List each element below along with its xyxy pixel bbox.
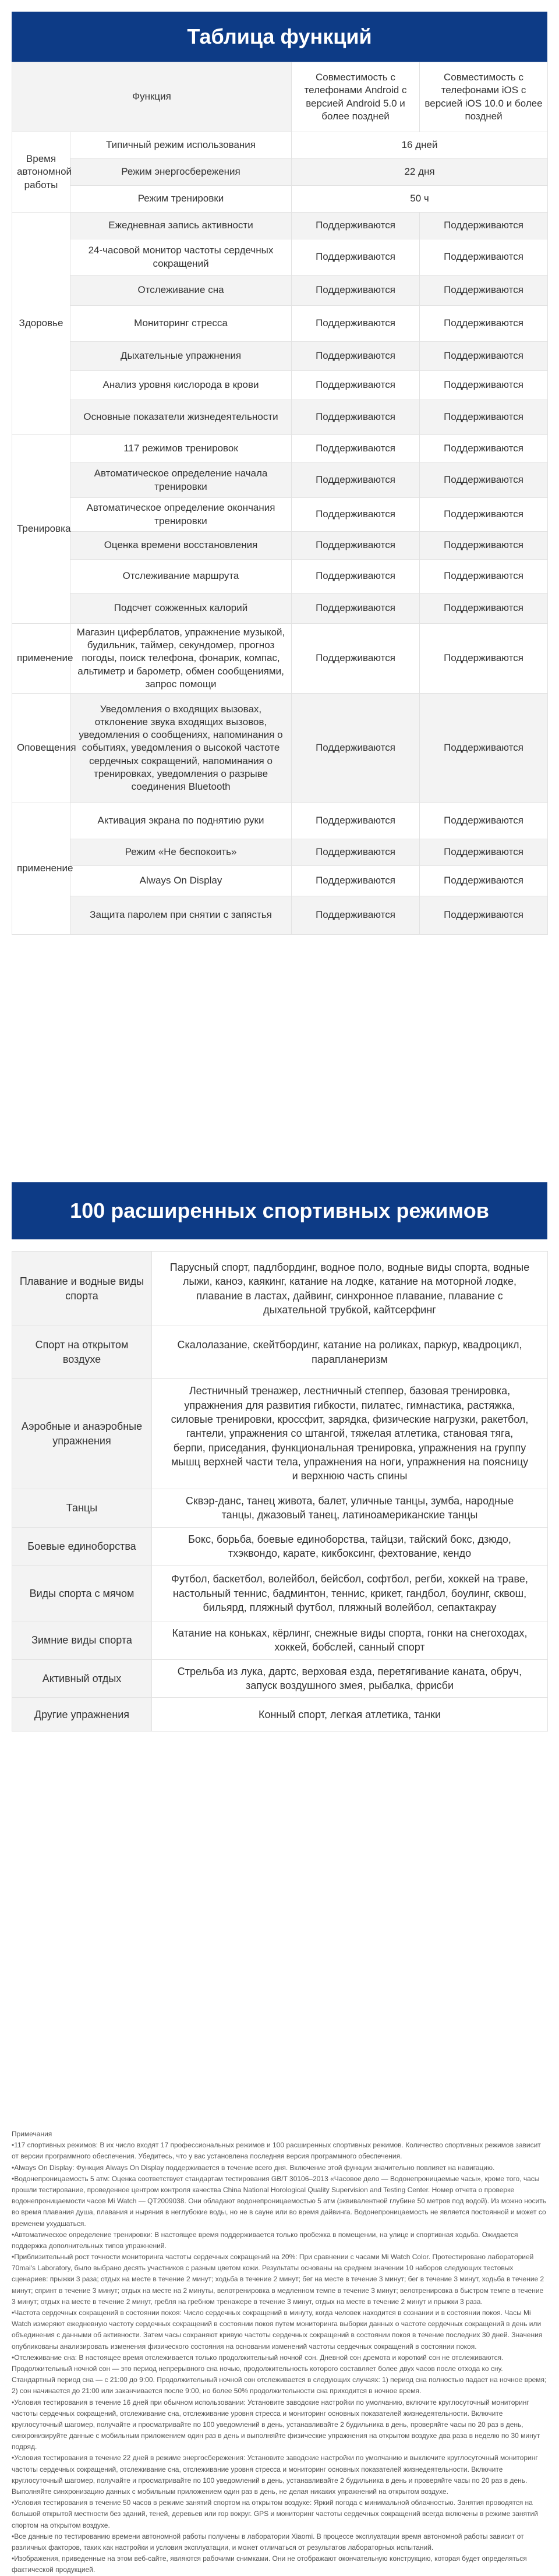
sports-category: Другие упражнения bbox=[12, 1698, 152, 1732]
sports-row bbox=[12, 1698, 548, 1732]
feature-name: Режим «Не беспокоить» bbox=[70, 839, 292, 866]
feature-category: Время автономной работы bbox=[12, 132, 70, 213]
feature-row bbox=[12, 213, 548, 239]
feature-row bbox=[12, 803, 548, 839]
sports-table bbox=[12, 1251, 548, 1732]
feature-row bbox=[12, 186, 548, 213]
feature-row bbox=[12, 694, 548, 803]
android-support: Поддерживаются bbox=[292, 694, 420, 803]
sports-category: Зимние виды спорта bbox=[12, 1621, 152, 1660]
feature-name: Подсчет сожженных калорий bbox=[70, 593, 292, 624]
feature-row bbox=[12, 306, 548, 342]
ios-support: Поддерживаются bbox=[420, 239, 548, 275]
note-item: •Автоматическое определение тренировки: В настоящее время поддерживается только пробежка в помещении, на улице и спортивная ходьба. Ожидается поддержка дополнительных типов упражнений. bbox=[12, 2230, 518, 2250]
feature-name: Отслеживание маршрута bbox=[70, 560, 292, 593]
feature-row bbox=[12, 275, 548, 306]
android-support: Поддерживаются bbox=[292, 213, 420, 239]
note-item: •Все данные по тестированию времени автономной работы получены в лаборатории Xiaomi. В процессе эксплуатации время автономной работы зависит от различных факторов, таких как настройки и условия эксплуатации, и может отличаться от результатов лабораторных испытаний. bbox=[12, 2532, 524, 2552]
feature-category: Оповещения bbox=[12, 694, 70, 803]
feature-row bbox=[12, 371, 548, 400]
feature-name: Магазин циферблатов, упражнение музыкой, будильник, таймер, секундомер, прогноз погоды, поиск телефона, фонарик, компас, альтиметр и барометр, обмен сообщениями, запрос помощи bbox=[70, 624, 292, 694]
ios-support: Поддерживаются bbox=[420, 624, 548, 694]
sports-category: Боевые единоборства bbox=[12, 1527, 152, 1566]
ios-support: Поддерживаются bbox=[420, 435, 548, 463]
ios-support: Поддерживаются bbox=[420, 275, 548, 306]
feature-row bbox=[12, 132, 548, 159]
sports-row bbox=[12, 1621, 548, 1660]
feature-name: Режим тренировки bbox=[70, 186, 292, 213]
android-support: Поддерживаются bbox=[292, 371, 420, 400]
android-support: Поддерживаются bbox=[292, 435, 420, 463]
header-feature: Функция bbox=[12, 62, 292, 132]
feature-table bbox=[12, 62, 548, 935]
header-android: Совместимость с телефонами Android с версией Android 5.0 и более поздней bbox=[292, 62, 420, 132]
sports-list: Бокс, борьба, боевые единоборства, тайцзи, тайский бокс, дзюдо, тхэквондо, карате, кикбоксинг, фехтование, кендо bbox=[152, 1527, 548, 1566]
feature-category: Тренировка bbox=[12, 435, 70, 624]
notes bbox=[12, 2129, 547, 2576]
sports-category: Танцы bbox=[12, 1489, 152, 1528]
feature-name: 24-часовой монитор частоты сердечных сокращений bbox=[70, 239, 292, 275]
android-support: Поддерживаются bbox=[292, 866, 420, 896]
feature-category: Здоровье bbox=[12, 213, 70, 435]
note-item: •Водонепроницаемость 5 атм: Оценка соответствует стандартам тестирования GB/T 30106–2013 «Часовое дело — Водонепроницаемые часы», кроме того, часы прошли тестирование, проведенное центром контроля качества China National Horological Quality Supervision and Testing Center. Номер отчета о проверке водонепроницаемости часов Mi Watch — QT2009038. Они обладают водонепроницаемостью 5 атм (эквивалентной глубине 50 метров под водой). Из можно носить во время плавания душа, плавания и ныряния в неглубокие воды, но не в сауне или во время дайвинга. Водонепроницаемость не является постоянной и может со временем ухудшаться. bbox=[12, 2174, 546, 2228]
feature-row bbox=[12, 342, 548, 371]
note-item: •Отслеживание сна: В настоящее время отслеживается только продолжительный ночной сон. Дневной сон дремота и короткий сон не отслеживаются. Продолжительный ночной сон — это период непрерывного сна ночью, продолжительность которого составляет более двух часов после отхода ко сну. Стандартный период сна — с 21:00 до 9:00. Продолжительный ночной сон отслеживается в следующих случаях: 1) период сна полностью падает на ночное время; 2) сон начинается до 21:00 или заканчивается после 9:00, но более 50% продолжительности сна приходится в ночное время. bbox=[12, 2353, 547, 2395]
feature-name: Уведомления о входящих вызовах, отклонение звука входящих вызовов, уведомления о сообщениях, напоминания о событиях, уведомления о высокой частоте сердечных сокращений, напоминания о тренировках, уведомления о разрыве соединения Bluetooth bbox=[70, 694, 292, 803]
feature-name: Основные показатели жизнедеятельности bbox=[70, 400, 292, 435]
sports-list: Парусный спорт, падлбординг, водное поло, водные виды спорта, водные лыжи, каноэ, каякинг, катание на лодке, катание на моторной лодке, плавание в ластах, дайвинг, синхронное плавание, плавание с дыхательной трубкой, кайтсерфинг bbox=[152, 1252, 548, 1326]
note-item: •Always On Display: Функция Always On Display поддерживается в течение всего дня. Включение этой функции значительно повлияет на навигацию. bbox=[12, 2163, 495, 2172]
sports-row bbox=[12, 1659, 548, 1698]
android-support: Поддерживаются bbox=[292, 560, 420, 593]
sports-list: Футбол, баскетбол, волейбол, бейсбол, софтбол, регби, хоккей на траве, настольный теннис, бадминтон, теннис, крикет, гандбол, боулинг, сквош, бильярд, пляжный футбол, пляжный волейбол, сепактакрау bbox=[152, 1566, 548, 1621]
sports-category: Активный отдых bbox=[12, 1659, 152, 1698]
sports-list: Лестничный тренажер, лестничный степпер, базовая тренировка, упражнения для развития гибкости, пилатес, гимнастика, растяжка, силовые тренировки, кроссфит, зарядка, физические нагрузки, ракетбол, гантели, упражнения со штангой, тяжелая атлетика, становая тяга, берпи, приседания, функциональная тренировка, упражнения на группу мышц верхней части тела, упражнения на ноги, упражнения на поясницу и верхнюю часть спины bbox=[152, 1379, 548, 1489]
feature-name: Дыхательные упражнения bbox=[70, 342, 292, 371]
ios-support: Поддерживаются bbox=[420, 896, 548, 935]
sports-list: Сквэр-данс, танец живота, балет, уличные танцы, зумба, народные танцы, джазовый танец, латиноамериканские танцы bbox=[152, 1489, 548, 1528]
android-support: Поддерживаются bbox=[292, 275, 420, 306]
feature-row bbox=[12, 435, 548, 463]
feature-name: Автоматическое определение окончания тренировки bbox=[70, 498, 292, 532]
android-support: Поддерживаются bbox=[292, 239, 420, 275]
feature-name: Мониторинг стресса bbox=[70, 306, 292, 342]
feature-name: Типичный режим использования bbox=[70, 132, 292, 159]
sports-category: Виды спорта с мячом bbox=[12, 1566, 152, 1621]
note-item: •Условия тестирования в течение 16 дней при обычном использовании: Установите заводские настройки по умолчанию, включите круглосуточный мониторинг частоты сердечных сокращений, отслеживание сна, отслеживание уровня стресса и мониторинг основных показателей жизнедеятельности. Включите круглосуточный шагомер, получайте и просматривайте по 100 уведомлений в день, устанавливайте 2 будильника в день, проверяйте часы по 20 раз в день, синхронизируйте данные с мобильным приложением один раз в день и выполняйте физические упражнения на открытом воздухе два раза в неделю по 30 минут подряд. bbox=[12, 2398, 540, 2451]
ios-support: Поддерживаются bbox=[420, 498, 548, 532]
feature-table-title: Таблица функций bbox=[187, 24, 372, 48]
feature-name: 117 режимов тренировок bbox=[70, 435, 292, 463]
note-item: •Частота сердечных сокращений в состоянии покоя: Число сердечных сокращений в минуту, когда человек находится в сознании и в состоянии покоя. Часы Mi Watch измеряют ежедневную частоту сердечных сокращений в состоянии покоя путем мониторинга выборки данных о частоте сердечных сокращений в день или объединения с данными об активности. Затем часы сохраняют кривую частоты сердечных сокращений в состоянии покоя в течение последних 30 дней. Значения опубликованы анализировать изменения физического состояния на основании изменений частоты сердечных сокращений в состоянии покоя. bbox=[12, 2309, 543, 2351]
android-support: Поддерживаются bbox=[292, 498, 420, 532]
feature-category: применение bbox=[12, 624, 70, 694]
sports-row bbox=[12, 1379, 548, 1489]
sports-list: Катание на коньках, кёрлинг, снежные виды спорта, гонки на снегоходах, хоккей, бобслей, санный спорт bbox=[152, 1621, 548, 1660]
note-item: •Условия тестирования в течение 50 часов в режиме занятий спортом на открытом воздухе: Яркий погода с минимальной облачностью. Занятия проводятся на большой открытой местности без зданий, теней, деревьев или гор вокруг. GPS и мониторинг частоты сердечных сокращений всегда включены в режиме занятий спортом на открытом воздухе. bbox=[12, 2499, 538, 2529]
feature-name: Режим энергосбережения bbox=[70, 159, 292, 186]
feature-row bbox=[12, 239, 548, 275]
feature-name: Ежедневная запись активности bbox=[70, 213, 292, 239]
android-support: Поддерживаются bbox=[292, 342, 420, 371]
ios-support: Поддерживаются bbox=[420, 371, 548, 400]
ios-support: Поддерживаются bbox=[420, 213, 548, 239]
sports-category: Спорт на открытом воздухе bbox=[12, 1326, 152, 1379]
sports-row bbox=[12, 1489, 548, 1528]
feature-row bbox=[12, 532, 548, 560]
sports-category: Плавание и водные виды спорта bbox=[12, 1252, 152, 1326]
ios-support: Поддерживаются bbox=[420, 593, 548, 624]
android-support: Поддерживаются bbox=[292, 306, 420, 342]
sports-category: Аэробные и анаэробные упражнения bbox=[12, 1379, 152, 1489]
header-ios: Совместимость с телефонами iOS с версией iOS 10.0 и более поздней bbox=[420, 62, 548, 132]
ios-support: Поддерживаются bbox=[420, 803, 548, 839]
sports-row bbox=[12, 1326, 548, 1379]
feature-name: Отслеживание сна bbox=[70, 275, 292, 306]
android-support: Поддерживаются bbox=[292, 463, 420, 498]
android-support: Поддерживаются bbox=[292, 839, 420, 866]
android-support: Поддерживаются bbox=[292, 532, 420, 560]
ios-support: Поддерживаются bbox=[420, 463, 548, 498]
feature-name: Защита паролем при снятии с запястья bbox=[70, 896, 292, 935]
feature-category: применение bbox=[12, 803, 70, 935]
feature-row bbox=[12, 400, 548, 435]
feature-row bbox=[12, 560, 548, 593]
note-item: •Изображения, приведенные на этом веб-сайте, являются рабочими снимками. Они не отображают окончательную конструкцию, которая будет определяться фактической продукцией. bbox=[12, 2554, 527, 2574]
sports-row bbox=[12, 1252, 548, 1326]
sports-row bbox=[12, 1566, 548, 1621]
android-support: Поддерживаются bbox=[292, 803, 420, 839]
battery-value: 22 дня bbox=[292, 159, 548, 186]
feature-row bbox=[12, 593, 548, 624]
feature-row bbox=[12, 498, 548, 532]
ios-support: Поддерживаются bbox=[420, 400, 548, 435]
feature-name: Анализ уровня кислорода в крови bbox=[70, 371, 292, 400]
ios-support: Поддерживаются bbox=[420, 560, 548, 593]
note-item: •Условия тестирования в течение 22 дней в режиме энергосбережения: Установите заводские настройки по умолчанию и выключите круглосуточный мониторинг частоты сердечных сокращений, отслеживание сна, отслеживание уровня стресса и мониторинг основных показателей жизнедеятельности. Включите круглосуточный шагомер, получайте и просматривайте по 100 уведомлений в день, устанавливайте 2 будильника в день и проверяйте часы по 20 раз в день. Выполняйте синхронизацию данных с мобильным приложением один раз в день, не делая никаких упражнений на открытом воздухе. bbox=[12, 2454, 538, 2496]
feature-row bbox=[12, 624, 548, 694]
feature-table-banner bbox=[12, 12, 547, 62]
feature-name: Автоматическое определение начала тренировки bbox=[70, 463, 292, 498]
note-item: •Приблизительный рост точности мониторинга частоты сердечных сокращений на 20%: При сравнении с часами Mi Watch Color. Протестировано лабораторией 70mai's Laboratory, было выбрано десять участников с разным цветом кожи. Результаты основаны на среднем значении 10 наборов следующих тестовых сценариев: прыжки 3 раза; отдых на месте в течение 2 минут; ходьба в течение 2 минут; бег на месте в течение 3 минут; бег в течение 3 минут, ходьба в течение 2 минут; спринт в течение 3 минут; отдых на месте на 2 минуты, велотренировка в медленном темпе в течение 3 минут; велотренировка в быстром темпе в течение 3 минут; отдых на месте в течение 2 минут, гребля на гребном тренажере в течение 3 минут, отдых на месте в течение 2 минут и прыжки 3 раза. bbox=[12, 2253, 544, 2306]
sports-row bbox=[12, 1527, 548, 1566]
ios-support: Поддерживаются bbox=[420, 694, 548, 803]
sports-list: Стрельба из лука, дартс, верховая езда, перетягивание каната, обруч, запуск воздушного змея, рыбалка, фрисби bbox=[152, 1659, 548, 1698]
battery-value: 16 дней bbox=[292, 132, 548, 159]
android-support: Поддерживаются bbox=[292, 624, 420, 694]
sports-banner bbox=[12, 1182, 547, 1239]
sports-title: 100 расширенных спортивных режимов bbox=[70, 1199, 489, 1222]
sports-list: Скалолазание, скейтбординг, катание на роликах, паркур, квадроцикл, парапланеризм bbox=[152, 1326, 548, 1379]
feature-name: Оценка времени восстановления bbox=[70, 532, 292, 560]
feature-row bbox=[12, 839, 548, 866]
feature-row bbox=[12, 463, 548, 498]
note-item: •117 спортивных режимов: В их число входят 17 профессиональных режимов и 100 расширенных спортивных режимов. Количество спортивных режимов зависит от версии программного обеспечения. Убедитесь, что у вас установлена последняя версия программного обеспечения. bbox=[12, 2141, 541, 2161]
android-support: Поддерживаются bbox=[292, 400, 420, 435]
feature-name: Always On Display bbox=[70, 866, 292, 896]
feature-name: Активация экрана по поднятию руки bbox=[70, 803, 292, 839]
android-support: Поддерживаются bbox=[292, 593, 420, 624]
ios-support: Поддерживаются bbox=[420, 532, 548, 560]
feature-table-header bbox=[12, 62, 548, 132]
ios-support: Поддерживаются bbox=[420, 866, 548, 896]
ios-support: Поддерживаются bbox=[420, 342, 548, 371]
sports-list: Конный спорт, легкая атлетика, танки bbox=[152, 1698, 548, 1732]
feature-row bbox=[12, 866, 548, 896]
ios-support: Поддерживаются bbox=[420, 839, 548, 866]
android-support: Поддерживаются bbox=[292, 896, 420, 935]
notes-heading: Примечания bbox=[12, 2130, 52, 2138]
ios-support: Поддерживаются bbox=[420, 306, 548, 342]
battery-value: 50 ч bbox=[292, 186, 548, 213]
feature-row bbox=[12, 159, 548, 186]
feature-row bbox=[12, 896, 548, 935]
